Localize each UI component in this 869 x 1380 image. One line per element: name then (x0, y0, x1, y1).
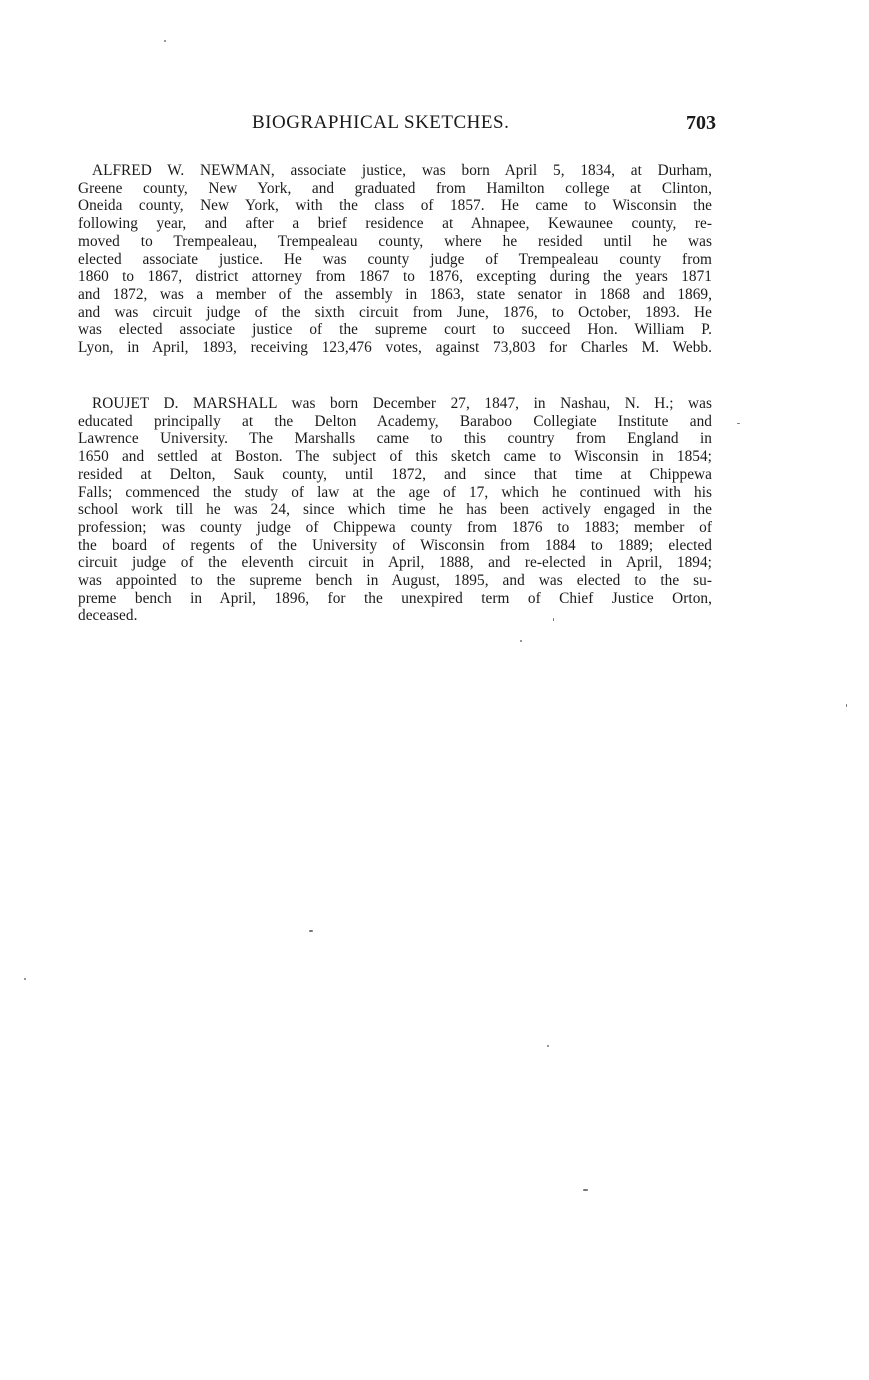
scan-speck (24, 978, 26, 980)
text-line: Falls; commenced the study of law at the age of 17, which he continued with his (78, 483, 712, 501)
text-line: deceased. (78, 607, 138, 625)
text-line: Lawrence University. The Marshalls came to this country from England in (78, 430, 712, 448)
scan-speck (164, 40, 166, 42)
scan-speck (553, 618, 554, 621)
text-line: was appointed to the supreme bench in August, 1895, and was elected to the su- (78, 572, 712, 590)
text-line: educated principally at the Delton Academy, Baraboo Collegiate Institute and (78, 412, 712, 430)
text-line: profession; was county judge of Chippewa county from 1876 to 1883; member of (78, 518, 712, 536)
text-line: 1650 and settled at Boston. The subject of this sketch came to Wisconsin in 1854; (78, 448, 712, 466)
text-line: school work till he was 24, since which time he has been actively engaged in the (78, 501, 712, 519)
scan-speck (737, 423, 740, 424)
text-line: circuit judge of the eleventh circuit in April, 1888, and re-elected in April, 1894; (78, 554, 712, 572)
page-number: 703 (686, 112, 716, 134)
text-line: 1860 to 1867, district attorney from 1867 to 1876, excepting during the years 1871 (78, 268, 712, 286)
sketch-marshall (78, 395, 712, 625)
scan-speck (520, 640, 522, 642)
text-line: ALFRED W. NEWMAN, associate justice, was born April 5, 1834, at Durham, (92, 162, 712, 179)
text-line: and was circuit judge of the sixth circuit from June, 1876, to October, 1893. He (78, 303, 712, 321)
running-title: BIOGRAPHICAL SKETCHES. (252, 112, 510, 133)
text-line: Lyon, in April, 1893, receiving 123,476 votes, against 73,803 for Charles M. Webb. (78, 339, 712, 357)
text-line: the board of regents of the University of Wisconsin from 1884 to 1889; elected (78, 536, 712, 554)
page-header (252, 112, 716, 138)
text-line: moved to Trempealeau, Trempealeau county, where he resided until he was (78, 232, 712, 250)
text-line: preme bench in April, 1896, for the unexpired term of Chief Justice Orton, (78, 589, 712, 607)
text-line: was elected associate justice of the supreme court to succeed Hon. William P. (78, 321, 712, 339)
text-line: following year, and after a brief residence at Ahnapee, Kewaunee county, re- (78, 215, 712, 233)
text-line: resided at Delton, Sauk county, until 1872, and since that time at Chippewa (78, 465, 712, 483)
text-line: elected associate justice. He was county judge of Trempealeau county from (78, 250, 712, 268)
sketch-newman (78, 162, 712, 357)
text-line: Greene county, New York, and graduated from Hamilton college at Clinton, (78, 179, 712, 197)
text-line: Oneida county, New York, with the class of 1857. He came to Wisconsin the (78, 197, 712, 215)
scan-speck (309, 930, 313, 932)
text-line: ROUJET D. MARSHALL was born December 27, 1847, in Nashau, N. H.; was (92, 395, 712, 412)
scan-speck (846, 704, 847, 707)
scan-speck (547, 1045, 549, 1047)
text-line: and 1872, was a member of the assembly in 1863, state senator in 1868 and 1869, (78, 285, 712, 303)
scan-speck (583, 1189, 588, 1191)
